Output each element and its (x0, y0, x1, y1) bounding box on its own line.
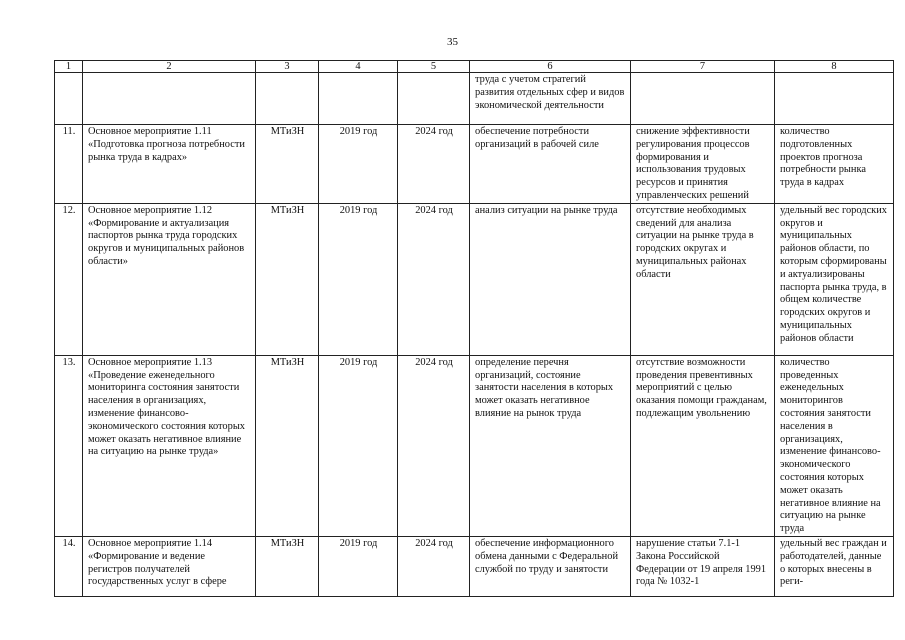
end-year: 2024 год (398, 203, 470, 355)
start-year: 2019 год (319, 125, 398, 204)
indicator-link: удельный вес граждан и работодателей, данные о которых внесены в реги- (775, 536, 894, 596)
column-number-row (55, 61, 894, 73)
table-row (55, 73, 894, 125)
indicator-link: количество проведенных еженедельных мониторингов состояния занятости населения в организациях, изменение финансово-экономического состояния которых может оказать негативное влияние на ситуацию на рынке труда (775, 355, 894, 536)
executor: МТиЗН (256, 203, 319, 355)
table-row (55, 125, 894, 204)
column-header: 5 (398, 61, 470, 73)
measure-name: Основное мероприятие 1.13 «Проведение еженедельного мониторинга состояния занятости населения в организациях, изменение финансово-экономического состояния которых может оказать негативное влияние на ситуацию на рынке труда» (83, 355, 256, 536)
start-year: 2019 год (319, 355, 398, 536)
row-number: 13. (55, 355, 83, 536)
indicator-link: удельный вес городских округов и муниципальных районов области, по которым сформированы и актуализированы паспорта рынка труда, в общем количестве городских округов и муниципальных районов области (775, 203, 894, 355)
non-implementation-consequences (631, 73, 775, 125)
non-implementation-consequences: нарушение статьи 7.1-1 Закона Российской Федерации от 19 апреля 1991 года № 1032-1 (631, 536, 775, 596)
measure-name: Основное мероприятие 1.12 «Формирование и актуализация паспортов рынка труда городских округов и муниципальных районов области» (83, 203, 256, 355)
expected-result: обеспечение потребности организаций в рабочей силе (470, 125, 631, 204)
column-header: 1 (55, 61, 83, 73)
row-number: 14. (55, 536, 83, 596)
row-number: 11. (55, 125, 83, 204)
start-year (319, 73, 398, 125)
non-implementation-consequences: отсутствие возможности проведения превентивных мероприятий с целью оказания помощи гражданам, подлежащим увольнению (631, 355, 775, 536)
expected-result: анализ ситуации на рынке труда (470, 203, 631, 355)
column-header: 4 (319, 61, 398, 73)
column-header: 3 (256, 61, 319, 73)
row-number: 12. (55, 203, 83, 355)
column-header: 7 (631, 61, 775, 73)
start-year: 2019 год (319, 536, 398, 596)
column-header: 8 (775, 61, 894, 73)
start-year: 2019 год (319, 203, 398, 355)
program-measures-table (54, 60, 894, 597)
expected-result: определение перечня организаций, состояние занятости населения в которых может оказать негативное влияние на рынок труда (470, 355, 631, 536)
end-year: 2024 год (398, 355, 470, 536)
measure-name: Основное мероприятие 1.14 «Формирование и ведение регистров получателей государственных услуг в сфере (83, 536, 256, 596)
non-implementation-consequences: отсутствие необходимых сведений для анализа ситуации на рынке труда в городских округах и муниципальных районах области (631, 203, 775, 355)
indicator-link (775, 73, 894, 125)
column-header: 6 (470, 61, 631, 73)
executor: МТиЗН (256, 355, 319, 536)
page-number: 35 (447, 36, 458, 48)
executor: МТиЗН (256, 536, 319, 596)
table-row (55, 355, 894, 536)
end-year (398, 73, 470, 125)
executor (256, 73, 319, 125)
table-row (55, 536, 894, 596)
executor: МТиЗН (256, 125, 319, 204)
row-number (55, 73, 83, 125)
measure-name (83, 73, 256, 125)
column-header: 2 (83, 61, 256, 73)
end-year: 2024 год (398, 125, 470, 204)
measure-name: Основное мероприятие 1.11 «Подготовка прогноза потребности рынка труда в кадрах» (83, 125, 256, 204)
table-row (55, 203, 894, 355)
expected-result: обеспечение информационного обмена данными с Федеральной службой по труду и занятости (470, 536, 631, 596)
expected-result: труда с учетом стратегий развития отдельных сфер и видов экономической деятельности (470, 73, 631, 125)
indicator-link: количество подготовленных проектов прогноза потребности рынка труда в кадрах (775, 125, 894, 204)
non-implementation-consequences: снижение эффективности регулирования процессов формирования и использования трудовых ресурсов и принятия управленческих решений (631, 125, 775, 204)
end-year: 2024 год (398, 536, 470, 596)
